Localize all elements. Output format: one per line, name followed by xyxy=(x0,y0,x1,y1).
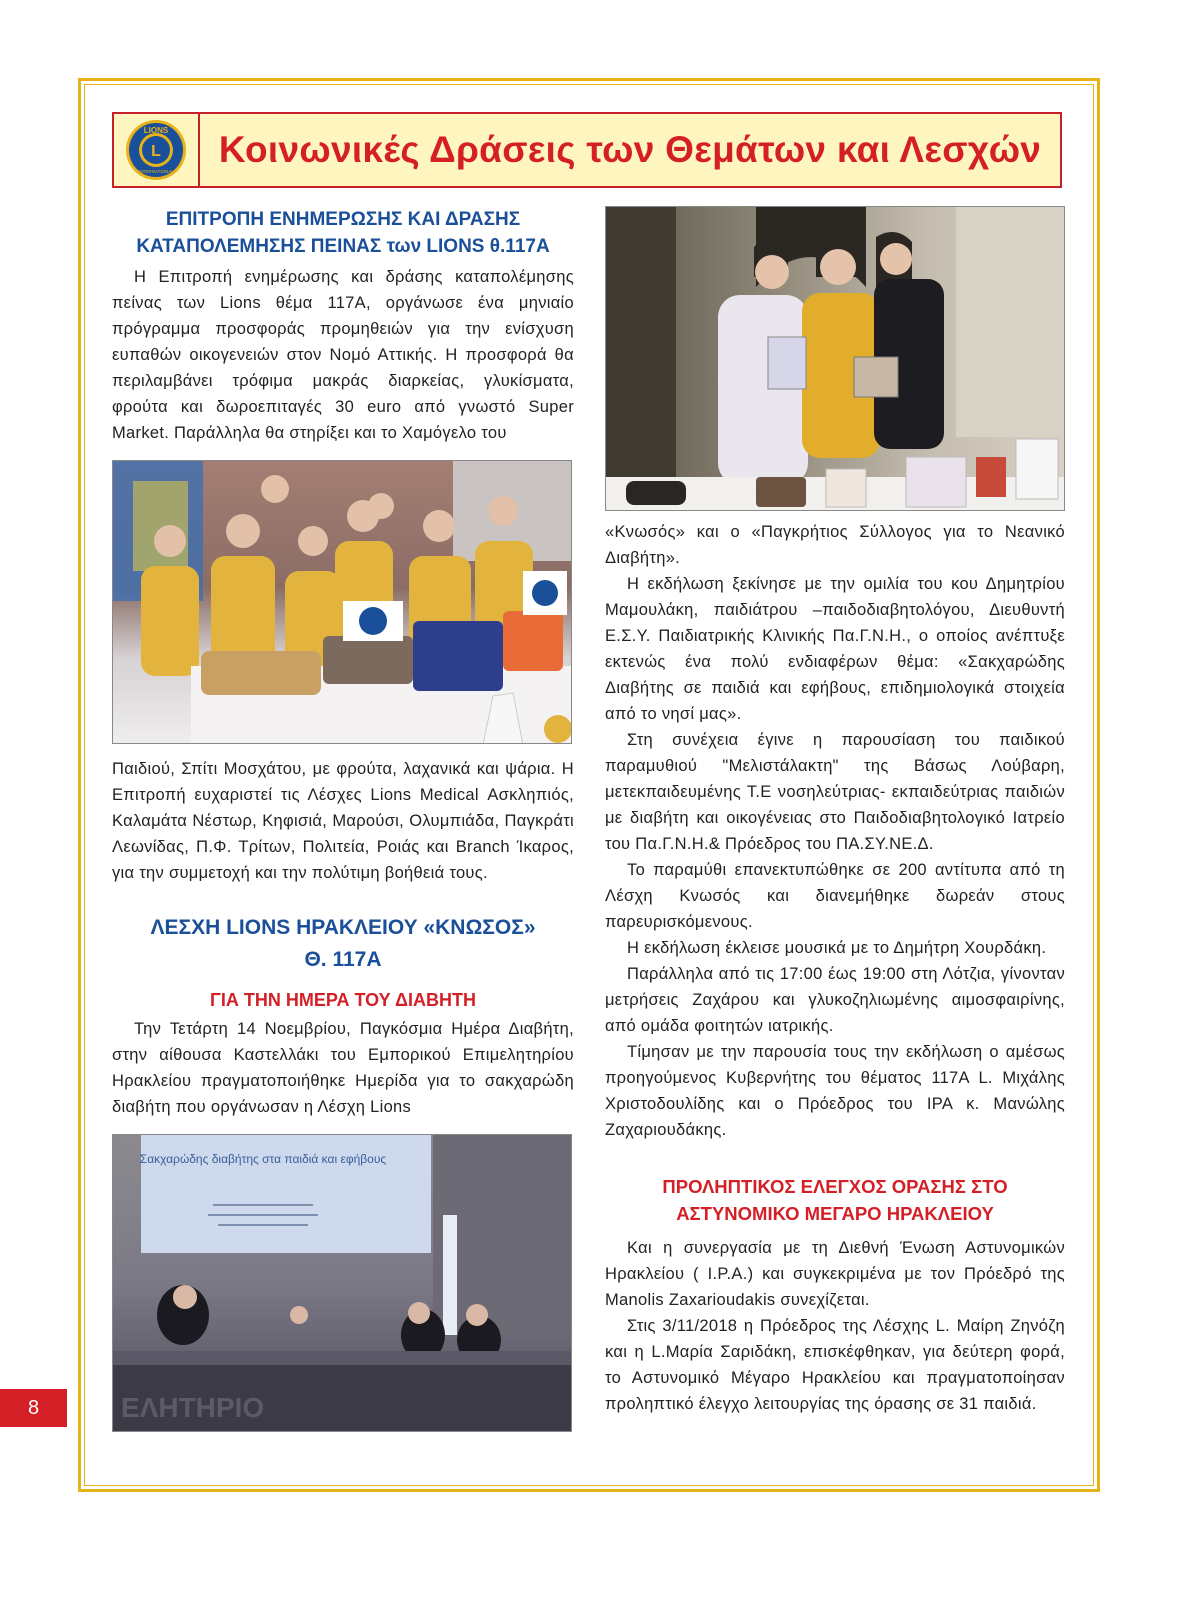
article2-heading xyxy=(112,912,574,976)
left-column xyxy=(112,206,574,1432)
svg-text:LIONS: LIONS xyxy=(143,126,169,135)
article2-right-para4: Το παραμύθι επανεκτυπώθηκε σε 200 αντίτυπα από τη Λέσχη Κνωσός και διανεμήθηκε δωρεάν στους παρευρισκόμενους. xyxy=(605,861,1065,931)
article2-heading-line2: Θ. 117Α xyxy=(304,948,382,971)
article2-subheading: ΓΙΑ ΤΗΝ ΗΜΕΡΑ ΤΟΥ ΔΙΑΒΗΤΗ xyxy=(210,990,476,1010)
page-header xyxy=(112,112,1062,188)
article2-right-para2: Η εκδήλωση ξεκίνησε με την ομιλία του κου Δημητρίου Μαμουλάκη, παιδιάτρου –παιδοδιαβητολόγου, Διευθυντή Ε.Σ.Υ. Παιδιατρικής Κλινικής Πα.Γ.Ν.Η., ο οποίος ανέπτυξε εκτενώς ένα πολύ ενδιαφέρων θέμα: «Σακχαρώδης Διαβήτης σε παιδιά και εφήβους, επιδημιολογικά στοιχεία από το νησί μας». xyxy=(605,575,1065,723)
lions-logo xyxy=(124,118,188,182)
article2-heading-line1: ΛΕΣΧΗ LIONS ΗΡΑΚΛΕΙΟΥ «ΚΝΩΣΟΣ» xyxy=(150,916,536,939)
article3-heading-line1: ΠΡΟΛΗΠΤΙΚΟΣ ΕΛΕΓΧΟΣ ΟΡΑΣΗΣ ΣΤΟ xyxy=(662,1176,1008,1197)
photo-three-women xyxy=(605,206,1065,511)
svg-text:ΕΛΗΤΗΡΙΟ: ΕΛΗΤΗΡΙΟ xyxy=(121,1392,265,1423)
svg-text:L: L xyxy=(151,143,161,160)
page-number: 8 xyxy=(0,1389,67,1427)
article2-right-para1: «Κνωσός» και ο «Παγκρήτιος Σύλλογος για το Νεανικό Διαβήτη». xyxy=(605,523,1065,567)
photo-volunteers-food xyxy=(112,460,572,744)
article2-para1: Την Τετάρτη 14 Νοεμβρίου, Παγκόσμια Ημέρα Διαβήτη, στην αίθουσα Καστελλάκι του Εμπορικού Επιμελητηρίου Ηρακλείου πραγματοποιήθηκε Ημερίδα για το σακχαρώδη διαβήτη που οργάνωσαν η Λέσχη Lions xyxy=(112,1020,574,1116)
article3-heading xyxy=(605,1173,1065,1227)
photo-conference xyxy=(112,1134,572,1432)
svg-text:Σακχαρώδης διαβήτης στα παιδιά: Σακχαρώδης διαβήτης στα παιδιά και εφήβους xyxy=(139,1152,387,1166)
logo-cell xyxy=(114,114,200,186)
article2-right-para6: Παράλληλα από τις 17:00 έως 19:00 στη Λότζια, γίνονταν μετρήσεις Ζαχάρου και γλυκοζηλιωμένης αιμοσφαιρίνης, από ομάδα φοιτητών ιατρικής. xyxy=(605,965,1065,1035)
article2-right-para3: Στη συνέχεια έγινε η παρουσίαση του παιδικού παραμυθιού "Μελιστάλακτη" της Βάσως Λούβαρη, μετεκπαιδευμένης Τ.Ε νοσηλεύτριας- εκπαιδεύτριας παιδιών με διαβήτη και οικογένειας στο Παιδοδιαβητολογικό Ιατρείο του Πα.Γ.Ν.Η.& Πρόεδρος του ΠΑ.ΣΥ.ΝΕ.Δ. xyxy=(605,731,1065,853)
page-title: Κοινωνικές Δράσεις των Θεμάτων και Λεσχών xyxy=(218,129,1042,170)
article3-heading-line2: ΑΣΤΥΝΟΜΙΚΟ ΜΕΓΑΡΟ ΗΡΑΚΛΕΙΟΥ xyxy=(676,1203,994,1224)
article1-heading xyxy=(112,206,574,260)
article1-para2: Παιδιού, Σπίτι Μοσχάτου, με φρούτα, λαχανικά και ψάρια. Η Επιτροπή ευχαριστεί τις Λέσχες Lions Medical Ασκληπιός, Καλαμάτα Νέστωρ, Κηφισιά, Μαρούσι, Ολυμπιάδα, Παγκράτι Λεωνίδας, Π.Φ. Τρίτων, Πολιτεία, Ροιάς και Branch Ίκαρος, για την συμμετοχή και την πολύτιμη βοήθειά τους. xyxy=(112,760,574,882)
article3-para2: Στις 3/11/2018 η Πρόεδρος της Λέσχης L. Μαίρη Ζηνόζη και η L.Μαρία Σαριδάκη, επισκέφθηκαν, για δεύτερη φορά, το Αστυνομικό Μέγαρο Ηρακλείου και πραγματοποίησαν προληπτικό έλεγχο λειτουργίας της όρασης σε 31 παιδιά. xyxy=(605,1317,1065,1413)
article1-heading-line2: ΚΑΤΑΠΟΛΕΜΗΣΗΣ ΠΕΙΝΑΣ των LIONS θ.117Α xyxy=(136,236,550,257)
article2-right-para5: Η εκδήλωση έκλεισε μουσικά με το Δημήτρη Χουρδάκη. xyxy=(627,939,1047,957)
photo-conference-image xyxy=(113,1135,572,1432)
svg-text:INTERNATIONAL: INTERNATIONAL xyxy=(138,169,174,174)
photo-three-women-image xyxy=(606,207,1065,511)
photo-volunteers-food-image xyxy=(113,461,572,744)
article2-right-para7: Τίμησαν με την παρουσία τους την εκδήλωση ο αμέσως προηγούμενος Κυβερνήτης του θέματος 117Α L. Μιχάλης Χριστοδουλίδης και ο Πρόεδρος του IPA κ. Μανώλης Ζαχαριουδάκης. xyxy=(605,1043,1065,1139)
right-column xyxy=(605,206,1065,1417)
article1-heading-line1: ΕΠΙΤΡΟΠΗ ΕΝΗΜΕΡΩΣΗΣ ΚΑΙ ΔΡΑΣΗΣ xyxy=(165,209,521,230)
article3-para1: Και η συνεργασία με τη Διεθνή Ένωση Αστυνομικών Ηρακλείου ( Ι.Ρ.Α.) και συγκεκριμένα με τον Πρόεδρό της Manolis Zaxarioudakis συνεχίζεται. xyxy=(605,1239,1065,1309)
article1-para1: Η Επιτροπή ενημέρωσης και δράσης καταπολέμησης πείνας των Lions θέμα 117Α, οργάνωσε ένα μηνιαίο πρόγραμμα προσφοράς προμηθειών για την ενίσχυση ευπαθών οικογενειών στον Νομό Αττικής. Η προσφορά θα περιλαμβάνει τρόφιμα μακράς διαρκείας, γλυκίσματα, φρούτα και δωροεπιταγές 30 euro από γνωστό Super Market. Παράλληλα θα στηρίξει και το Χαμόγελο του xyxy=(112,268,574,442)
